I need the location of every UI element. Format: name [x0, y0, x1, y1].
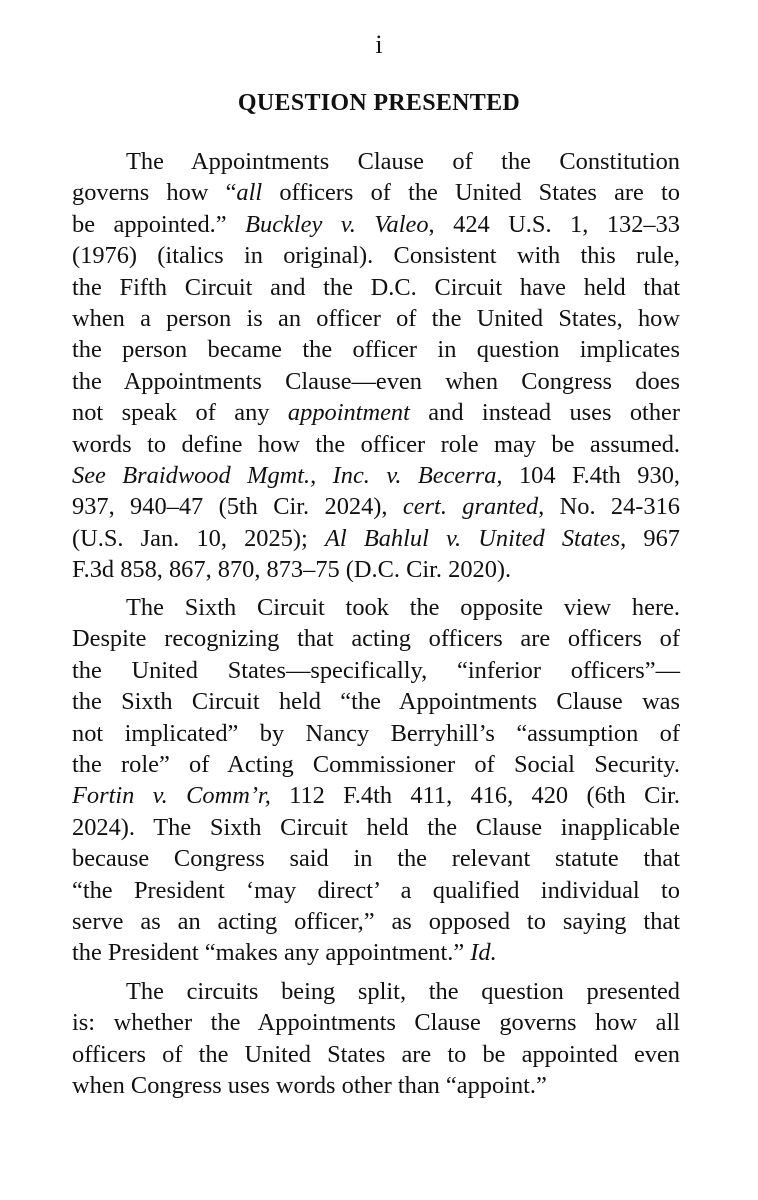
- text-run: The Sixth Circuit took the opposite view here.: [126, 594, 680, 621]
- text-run: Despite recognizing that acting officers are officers of: [72, 625, 680, 653]
- text-line: [72, 240, 680, 271]
- text-run: 2024). The Sixth Circuit held the Clause inapplicable: [72, 813, 680, 841]
- text-line: [72, 334, 680, 365]
- text-run: No. 24-316: [544, 493, 681, 521]
- text-line: [72, 177, 680, 208]
- text-run: The circuits being split, the question presented: [126, 978, 680, 1005]
- text-run: not speak of any: [72, 399, 288, 427]
- text-line: [72, 875, 680, 906]
- paragraph-1: [72, 146, 680, 586]
- text-line: [72, 397, 680, 428]
- text-run: is: whether the Appointments Clause governs how all: [72, 1009, 680, 1037]
- text-run: , 424 U.S. 1, 132–33: [428, 210, 680, 238]
- text-line: [72, 623, 680, 654]
- text-run: the role” of Acting Commissioner of Social Security.: [72, 751, 680, 779]
- text-run: when a person is an officer of the United States, how: [72, 305, 680, 333]
- text-run: (1976) (italics in original). Consistent with this rule,: [72, 242, 680, 270]
- italic-text-run: appointment: [287, 399, 410, 427]
- text-run: not implicated” by Nancy Berryhill’s “assumption of: [72, 719, 680, 747]
- paragraph-3: [72, 976, 680, 1102]
- italic-text-run: all: [236, 179, 263, 207]
- text-line: [72, 1007, 680, 1038]
- text-line: [72, 146, 680, 177]
- text-line: [72, 429, 680, 460]
- text-run: when Congress uses words other than “appoint.”: [72, 1072, 547, 1100]
- text-line: [72, 592, 680, 623]
- italic-text-run: cert. granted,: [402, 493, 545, 521]
- text-line: [72, 303, 680, 334]
- text-line: [72, 366, 680, 397]
- text-line: [72, 460, 680, 491]
- text-line: [72, 718, 680, 749]
- text-line: [72, 976, 680, 1007]
- text-run: (U.S. Jan. 10, 2025);: [72, 524, 325, 552]
- text-line: [72, 1039, 680, 1070]
- text-run: “the President ‘may direct’ a qualified individual to: [72, 876, 680, 904]
- text-run: the person became the officer in question implicates: [72, 336, 680, 364]
- text-run: and instead uses other: [409, 399, 680, 427]
- text-line: [72, 491, 680, 522]
- text-line: [72, 554, 680, 585]
- text-run: , 967: [620, 524, 680, 552]
- text-run: the Sixth Circuit held “the Appointments Clause was: [72, 688, 680, 716]
- italic-text-run: Id.: [470, 939, 497, 967]
- text-run: 104 F.4th 930,: [502, 462, 680, 490]
- text-line: [72, 1070, 680, 1101]
- text-line: [72, 272, 680, 303]
- text-run: 112 F.4th 411, 416, 420 (6th Cir.: [270, 782, 681, 810]
- italic-text-run: Fortin v. Comm’r,: [72, 782, 271, 810]
- italic-text-run: See Braidwood Mgmt., Inc. v. Becerra,: [72, 462, 503, 490]
- text-run: the Appointments Clause—even when Congress does: [72, 367, 680, 395]
- text-line: [72, 655, 680, 686]
- text-line: [72, 523, 680, 554]
- text-run: be appointed.”: [72, 210, 246, 238]
- text-run: because Congress said in the relevant statute that: [72, 845, 680, 873]
- text-line: [72, 780, 680, 811]
- italic-text-run: Al Bahlul v. United States: [324, 524, 621, 552]
- page-number: i: [375, 30, 383, 59]
- text-line: [72, 937, 680, 968]
- text-line: [72, 749, 680, 780]
- text-run: the President “makes any appointment.”: [72, 939, 471, 967]
- text-run: officers of the United States are to: [262, 179, 680, 207]
- section-heading: QUESTION PRESENTED: [237, 90, 521, 116]
- text-line: [72, 812, 680, 843]
- text-run: serve as an acting officer,” as opposed to saying that: [72, 908, 680, 936]
- text-run: F.3d 858, 867, 870, 873–75 (D.C. Cir. 2020).: [72, 556, 512, 584]
- text-run: the Fifth Circuit and the D.C. Circuit have held that: [72, 273, 680, 301]
- text-run: the United States—specifically, “inferior officers”—: [72, 656, 680, 684]
- text-run: governs how “: [72, 179, 237, 207]
- text-run: 937, 940–47 (5th Cir. 2024),: [72, 493, 403, 521]
- italic-text-run: Buckley v. Valeo: [245, 210, 429, 238]
- text-run: words to define how the officer role may be assumed.: [72, 430, 680, 458]
- text-line: [72, 843, 680, 874]
- text-line: [72, 686, 680, 717]
- text-line: [72, 209, 680, 240]
- text-line: [72, 906, 680, 937]
- text-run: officers of the United States are to be appointed even: [72, 1040, 680, 1068]
- paragraph-2: [72, 592, 680, 969]
- text-run: The Appointments Clause of the Constitution: [126, 148, 680, 175]
